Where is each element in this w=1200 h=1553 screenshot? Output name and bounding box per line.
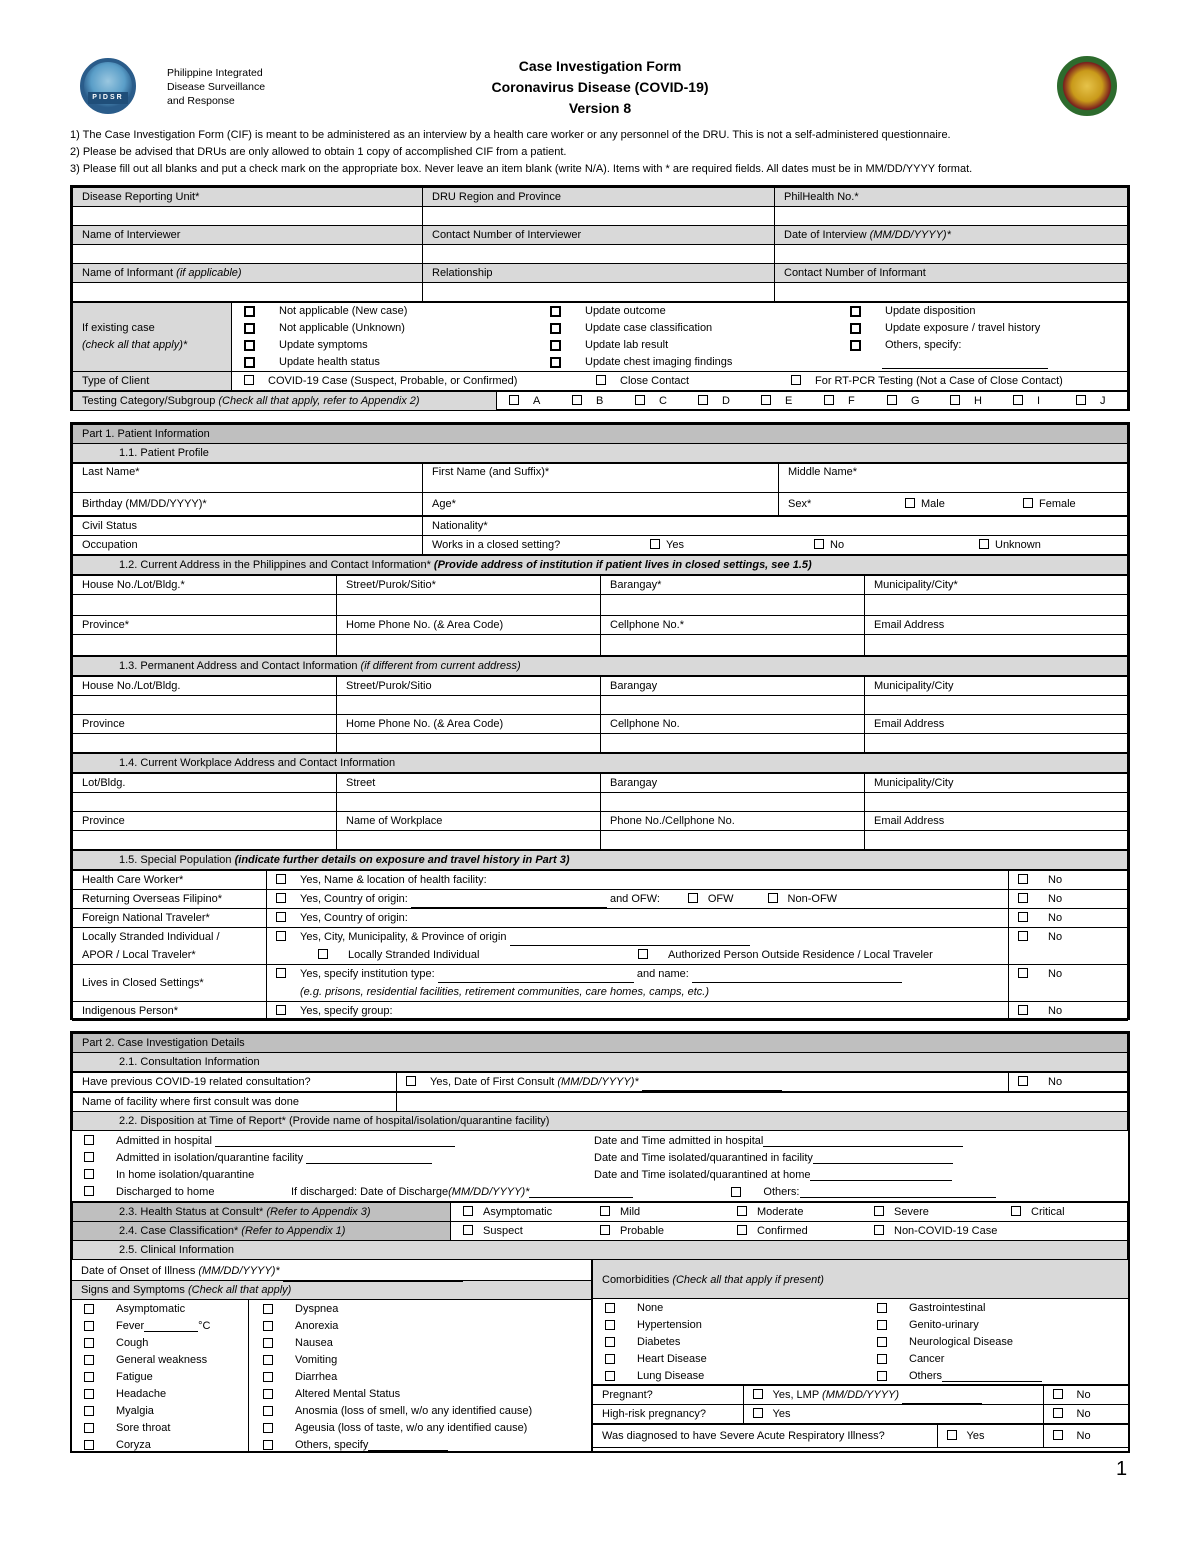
opt-update-imaging[interactable]: Update chest imaging findings xyxy=(550,354,850,371)
health-status-options xyxy=(451,1203,1128,1222)
perm-house-label: House No./Lot/Bldg. xyxy=(73,677,337,696)
sym-dyspnea[interactable]: Dyspnea xyxy=(263,1300,532,1317)
lsi-label: Locally Stranded Individual / APOR / Local Traveler* xyxy=(73,928,267,965)
perm-barangay-label: Barangay xyxy=(601,677,865,696)
lsi-yes[interactable]: Yes, City, Municipality, & Province of origin Locally Stranded Individual Authorized Person Outside Residence / Local Traveler xyxy=(267,928,1009,965)
form-title: Case Investigation Form Coronavirus Disease (COVID-19) Version 8 xyxy=(491,58,709,116)
cm-neuro[interactable]: Neurological Disease xyxy=(877,1333,1042,1350)
relationship-label: Relationship xyxy=(423,264,775,283)
closed-unknown[interactable]: Unknown xyxy=(979,537,1041,554)
part1-title: Part 1. Patient Information xyxy=(73,425,1128,444)
pregnant-yes[interactable]: Yes, LMP (MM/DD/YYYY) xyxy=(743,1386,1043,1405)
pregnant-label: Pregnant? xyxy=(593,1386,743,1405)
nationality-field[interactable]: Nationality* xyxy=(423,517,1128,536)
perm-street-label: Street/Purok/Sitio xyxy=(337,677,601,696)
dru-section xyxy=(70,185,1130,411)
current-address-heading: 1.2. Current Address in the Philippines and Contact Information* (Provide address of institution if patient lives in closed settings, see 1.5) xyxy=(73,556,1128,575)
interview-date-label: Date of Interview (MM/DD/YYYY)* xyxy=(775,226,1128,245)
cm-gi[interactable]: Gastrointestinal xyxy=(877,1299,1042,1316)
ip-label: Indigenous Person* xyxy=(73,1002,267,1021)
existing-case-options xyxy=(232,303,1128,372)
civil-status-field[interactable]: Civil Status xyxy=(73,517,423,536)
sym-cough[interactable]: Cough xyxy=(84,1334,248,1351)
cm-diabetes[interactable]: Diabetes xyxy=(605,1333,877,1350)
informant-contact-label: Contact Number of Informant xyxy=(775,264,1128,283)
work-email-field[interactable] xyxy=(865,831,1128,850)
perm-province-label: Province xyxy=(73,715,337,734)
sym-asymptomatic[interactable]: Asymptomatic xyxy=(84,1300,248,1317)
sym-vomiting[interactable]: Vomiting xyxy=(263,1351,532,1368)
province-field[interactable] xyxy=(73,635,337,656)
opt-unknown[interactable]: Not applicable (Unknown) xyxy=(244,320,550,337)
testing-i[interactable]: I xyxy=(1013,393,1076,410)
sym-altered-mental[interactable]: Altered Mental Status xyxy=(263,1385,532,1402)
testing-d[interactable]: D xyxy=(698,393,761,410)
form-header xyxy=(70,52,1132,124)
sex-female[interactable]: Female xyxy=(1023,496,1076,513)
sym-ageusia[interactable]: Ageusia (loss of taste, w/o any identified cause) xyxy=(263,1419,532,1436)
street-label: Street/Purok/Sitio* xyxy=(337,576,601,595)
cm-gu[interactable]: Genito-urinary xyxy=(877,1316,1042,1333)
page-number: 1 xyxy=(1116,1458,1128,1480)
home-phone-field[interactable] xyxy=(337,635,601,656)
sex-field: Sex* Male Female xyxy=(779,493,1128,516)
sym-weakness[interactable]: General weakness xyxy=(84,1351,248,1368)
cc-noncovid[interactable]: Non-COVID-19 Case xyxy=(874,1223,997,1240)
disposition-heading: 2.2. Disposition at Time of Report* (Provide name of hospital/isolation/quarantine facility) xyxy=(73,1112,1128,1131)
opt-update-lab[interactable]: Update lab result xyxy=(550,337,850,354)
sym-nausea[interactable]: Nausea xyxy=(263,1334,532,1351)
dt-hospital-label: Date and Time admitted in hospital xyxy=(594,1134,764,1147)
ip-no[interactable]: No xyxy=(1009,1002,1128,1021)
symptoms-list-a xyxy=(72,1300,249,1453)
sym-diarrhea[interactable]: Diarrhea xyxy=(263,1368,532,1385)
pregnant-no[interactable]: No xyxy=(1043,1386,1128,1405)
opt-update-disposition[interactable]: Update disposition xyxy=(850,303,1048,320)
work-province-field[interactable] xyxy=(73,831,337,850)
dt-facility-field[interactable] xyxy=(813,1151,953,1164)
workplace-name-field[interactable] xyxy=(337,831,601,850)
part1-section xyxy=(70,422,1130,1020)
prev-consult-label: Have previous COVID-19 related consultation? xyxy=(73,1073,397,1092)
doh-seal xyxy=(1057,56,1117,116)
hs-asymptomatic[interactable]: Asymptomatic xyxy=(463,1204,600,1221)
workplace-heading: 1.4. Current Workplace Address and Contact Information xyxy=(73,754,1128,773)
testing-category-label: Testing Category/Subgroup (Check all that apply, refer to Appendix 2) xyxy=(73,392,497,411)
pidsr-logo: PIDSR xyxy=(80,58,136,114)
lcs-no[interactable]: No xyxy=(1009,965,1128,1002)
dt-home-field[interactable] xyxy=(810,1168,952,1181)
testing-a[interactable]: A xyxy=(509,393,572,410)
street-field[interactable] xyxy=(337,595,601,616)
hrp-label: High-risk pregnancy? xyxy=(593,1405,743,1424)
facility-field[interactable] xyxy=(397,1093,1128,1112)
sym-coryza[interactable]: Coryza xyxy=(84,1436,248,1453)
comorb-heading: Comorbidities (Check all that apply if present) xyxy=(593,1260,1128,1299)
cellphone-field[interactable] xyxy=(601,635,865,656)
dt-facility-label: Date and Time isolated/quarantined in facility xyxy=(594,1151,813,1164)
hcw-no[interactable]: No xyxy=(1009,871,1128,890)
testing-b[interactable]: B xyxy=(572,393,635,410)
middle-name-field[interactable]: Middle Name* xyxy=(779,464,1128,493)
testing-g[interactable]: G xyxy=(887,393,950,410)
work-province-label: Province xyxy=(73,812,337,831)
client-covid-case[interactable]: COVID-19 Case (Suspect, Probable, or Confirmed) xyxy=(244,373,596,390)
cm-heart[interactable]: Heart Disease xyxy=(605,1350,877,1367)
comorb-options xyxy=(593,1299,1128,1385)
disposition-block: Admitted in hospital Date and Time admitted in hospital Admitted in isolation/quarantine facility Date and Time isolated/quarantined in facility In home isolation/quarantine Date and Time isolated/quarantined at home Discharged to home If discharged: Date of Discharge (MM/DD/YYYY)* Others: xyxy=(72,1131,1128,1202)
perm-barangay-field[interactable] xyxy=(601,696,865,715)
hrp-yes[interactable]: Yes xyxy=(743,1405,1043,1424)
apor-opt-checkbox[interactable] xyxy=(638,949,648,959)
testing-j[interactable]: J xyxy=(1076,393,1106,410)
opt-update-exposure[interactable]: Update exposure / travel history xyxy=(850,320,1048,337)
cm-lung[interactable]: Lung Disease xyxy=(605,1367,877,1384)
work-phone-field[interactable] xyxy=(601,831,865,850)
clinical-block xyxy=(72,1260,1128,1453)
last-name-field[interactable]: Last Name* xyxy=(73,464,423,493)
sex-male[interactable]: Male xyxy=(905,496,1023,513)
dt-home-label: Date and Time isolated/quarantined at home xyxy=(594,1168,811,1181)
house-label: House No./Lot/Bldg.* xyxy=(73,576,337,595)
sym-fever[interactable]: Fever °C xyxy=(84,1317,248,1334)
perm-municipality-field[interactable] xyxy=(865,696,1128,715)
workplace-name-label: Name of Workplace xyxy=(337,812,601,831)
perm-house-field[interactable] xyxy=(73,696,337,715)
municipality-label: Municipality/City* xyxy=(865,576,1128,595)
sym-fatigue[interactable]: Fatigue xyxy=(84,1368,248,1385)
instructions: 1) The Case Investigation Form (CIF) is meant to be administered as an interview by a health care worker or any personnel of the DRU. This is not a self-administered questionnaire. 2) Please be advised that DRUs are only allowed to obtain 1 copy of accomplished CIF from a patient. 3) Please fill out all blanks and put a check mark on the appropriate box. Never leave an item blank (write N/A). Items with * are required fields. All dates must be in MM/DD/YYYY format. xyxy=(70,129,973,175)
perm-cellphone-label: Cellphone No. xyxy=(601,715,865,734)
interviewer-contact-field[interactable] xyxy=(423,245,775,264)
work-municipality-label: Municipality/City xyxy=(865,774,1128,793)
municipality-field[interactable] xyxy=(865,595,1128,616)
special-population-heading: 1.5. Special Population (indicate further details on exposure and travel history in Part 3) xyxy=(73,851,1128,870)
disp-others[interactable] xyxy=(731,1187,741,1197)
onset-field[interactable]: Date of Onset of Illness (MM/DD/YYYY)* xyxy=(72,1260,591,1281)
disp-hospital[interactable]: Admitted in hospital xyxy=(84,1134,594,1147)
nonofw-checkbox[interactable] xyxy=(768,893,778,903)
lcs-yes[interactable]: Yes, specify institution type: and name: (e.g. prisons, residential facilities, retirement communities, care homes, camps, etc.) xyxy=(267,965,1009,1002)
prev-consult-yes[interactable]: Yes, Date of First Consult (MM/DD/YYYY)* xyxy=(397,1073,1009,1092)
barangay-label: Barangay* xyxy=(601,576,865,595)
client-type-label: Type of Client xyxy=(73,372,232,391)
opt-update-classification[interactable]: Update case classification xyxy=(550,320,850,337)
ip-yes[interactable]: Yes, specify group: xyxy=(267,1002,1009,1021)
part2-title: Part 2. Case Investigation Details xyxy=(73,1034,1128,1053)
dru-region-field[interactable] xyxy=(423,207,775,226)
rof-label: Returning Overseas Filipino* xyxy=(73,890,267,909)
closed-setting-field: Works in a closed setting? Yes No Unknown xyxy=(423,536,1128,555)
barangay-field[interactable] xyxy=(601,595,865,616)
clinical-heading: 2.5. Clinical Information xyxy=(73,1241,1128,1260)
lsi-opt-checkbox[interactable] xyxy=(318,949,328,959)
birthday-field[interactable]: Birthday (MM/DD/YYYY)* xyxy=(73,493,423,516)
work-street-label: Street xyxy=(337,774,601,793)
client-close-contact[interactable]: Close Contact xyxy=(596,373,791,390)
patient-profile-heading: 1.1. Patient Profile xyxy=(73,444,1128,463)
age-field[interactable]: Age* xyxy=(423,493,779,516)
dru-field[interactable] xyxy=(73,207,423,226)
perm-municipality-label: Municipality/City xyxy=(865,677,1128,696)
client-rtpcr[interactable]: For RT-PCR Testing (Not a Case of Close Contact) xyxy=(791,373,1063,390)
cc-probable[interactable]: Probable xyxy=(600,1223,737,1240)
dru-region-label: DRU Region and Province xyxy=(423,188,775,207)
interview-date-field[interactable] xyxy=(775,245,1128,264)
sari-yes[interactable]: Yes xyxy=(937,1425,1043,1448)
perm-email-field[interactable] xyxy=(865,734,1128,753)
work-barangay-label: Barangay xyxy=(601,774,865,793)
testing-category-options xyxy=(497,392,1128,411)
ofw-checkbox[interactable] xyxy=(688,893,698,903)
lcs-label: Lives in Closed Settings* xyxy=(73,965,267,1002)
cc-suspect[interactable]: Suspect xyxy=(463,1223,600,1240)
disp-isolation[interactable]: Admitted in isolation/quarantine facility xyxy=(84,1151,594,1164)
relationship-field[interactable] xyxy=(423,283,775,302)
discharge-date-field[interactable] xyxy=(529,1185,633,1198)
cm-hypertension[interactable]: Hypertension xyxy=(605,1316,877,1333)
work-lot-field[interactable] xyxy=(73,793,337,812)
interviewer-contact-label: Contact Number of Interviewer xyxy=(423,226,775,245)
sari-label: Was diagnosed to have Severe Acute Respiratory Illness? xyxy=(593,1425,937,1448)
case-class-options xyxy=(451,1222,1128,1241)
work-municipality-field[interactable] xyxy=(865,793,1128,812)
consultation-heading: 2.1. Consultation Information xyxy=(73,1053,1128,1072)
work-email-label: Email Address xyxy=(865,812,1128,831)
hs-severe[interactable]: Severe xyxy=(874,1204,1011,1221)
interviewer-field[interactable] xyxy=(73,245,423,264)
sari-no[interactable]: No xyxy=(1043,1425,1128,1448)
hs-moderate[interactable]: Moderate xyxy=(737,1204,874,1221)
sym-headache[interactable]: Headache xyxy=(84,1385,248,1402)
sym-myalgia[interactable]: Myalgia xyxy=(84,1402,248,1419)
occupation-field[interactable]: Occupation xyxy=(73,536,423,555)
case-class-label: 2.4. Case Classification* (Refer to Appendix 1) xyxy=(73,1222,451,1241)
email-field[interactable] xyxy=(865,635,1128,656)
prev-consult-no[interactable]: No xyxy=(1009,1073,1128,1092)
perm-cellphone-field[interactable] xyxy=(601,734,865,753)
signs-heading: Signs and Symptoms (Check all that apply) xyxy=(72,1281,591,1300)
house-field[interactable] xyxy=(73,595,337,616)
testing-h[interactable]: H xyxy=(950,393,1013,410)
symptoms-column xyxy=(72,1260,593,1453)
facility-label: Name of facility where first consult was done xyxy=(73,1093,397,1112)
hs-mild[interactable]: Mild xyxy=(600,1204,737,1221)
comorbidity-column xyxy=(593,1260,1128,1453)
disp-others-field[interactable] xyxy=(800,1185,996,1198)
rof-no[interactable]: No xyxy=(1009,890,1128,909)
permanent-address-heading: 1.3. Permanent Address and Contact Information (if different from current address) xyxy=(73,657,1128,676)
cm-none[interactable]: None xyxy=(605,1299,877,1316)
cm-others[interactable]: Others xyxy=(877,1367,1042,1384)
health-status-label: 2.3. Health Status at Consult* (Refer to Appendix 3) xyxy=(73,1203,451,1222)
opt-update-symptoms[interactable]: Update symptoms xyxy=(244,337,550,354)
disp-home[interactable]: In home isolation/quarantine xyxy=(84,1169,594,1181)
testing-e[interactable]: E xyxy=(761,393,824,410)
informant-field[interactable] xyxy=(73,283,423,302)
perm-home-phone-field[interactable] xyxy=(337,734,601,753)
cellphone-label: Cellphone No.* xyxy=(601,616,865,635)
hcw-yes[interactable]: Yes, Name & location of health facility: xyxy=(267,871,1009,890)
perm-province-field[interactable] xyxy=(73,734,337,753)
closed-no[interactable]: No xyxy=(814,537,979,554)
province-label: Province* xyxy=(73,616,337,635)
disp-discharged[interactable]: Discharged to home xyxy=(84,1186,291,1198)
fnt-label: Foreign National Traveler* xyxy=(73,909,267,928)
work-barangay-field[interactable] xyxy=(601,793,865,812)
opt-update-outcome[interactable]: Update outcome xyxy=(550,303,850,320)
hcw-label: Health Care Worker* xyxy=(73,871,267,890)
work-phone-label: Phone No./Cellphone No. xyxy=(601,812,865,831)
dt-hospital-field[interactable] xyxy=(763,1134,963,1147)
others-specify-line[interactable] xyxy=(882,356,1048,369)
closed-yes[interactable]: Yes xyxy=(650,537,814,554)
opt-update-health[interactable]: Update health status xyxy=(244,354,550,371)
sym-anorexia[interactable]: Anorexia xyxy=(263,1317,532,1334)
dru-label: Disease Reporting Unit* xyxy=(73,188,423,207)
fnt-no[interactable]: No xyxy=(1009,909,1128,928)
hs-critical[interactable]: Critical xyxy=(1011,1204,1065,1221)
rof-yes[interactable]: Yes, Country of origin: and OFW: OFW Non-OFW xyxy=(267,890,1009,909)
informant-label: Name of Informant (if applicable) xyxy=(73,264,423,283)
sym-sore-throat[interactable]: Sore throat xyxy=(84,1419,248,1436)
first-name-field[interactable]: First Name (and Suffix)* xyxy=(423,464,779,493)
home-phone-label: Home Phone No. (& Area Code) xyxy=(337,616,601,635)
sym-others[interactable]: Others, specify xyxy=(263,1436,532,1453)
perm-email-label: Email Address xyxy=(865,715,1128,734)
interviewer-label: Name of Interviewer xyxy=(73,226,423,245)
perm-home-phone-label: Home Phone No. (& Area Code) xyxy=(337,715,601,734)
cc-confirmed[interactable]: Confirmed xyxy=(737,1223,874,1240)
sym-anosmia[interactable]: Anosmia (loss of smell, w/o any identified cause) xyxy=(263,1402,532,1419)
existing-case-label: If existing case (check all that apply)* xyxy=(73,303,232,372)
work-lot-label: Lot/Bldg. xyxy=(73,774,337,793)
testing-f[interactable]: F xyxy=(824,393,887,410)
fnt-yes[interactable]: Yes, Country of origin: xyxy=(267,909,1009,928)
work-street-field[interactable] xyxy=(337,793,601,812)
opt-new-case[interactable]: Not applicable (New case) xyxy=(244,303,550,320)
lsi-no[interactable]: No xyxy=(1009,928,1128,965)
email-label: Email Address xyxy=(865,616,1128,635)
org-name: Philippine Integrated Disease Surveillance and Response xyxy=(167,67,266,107)
part2-section xyxy=(70,1031,1130,1453)
philhealth-label: PhilHealth No.* xyxy=(775,188,1128,207)
opt-others[interactable]: Others, specify: xyxy=(850,337,1048,354)
perm-street-field[interactable] xyxy=(337,696,601,715)
hrp-no[interactable]: No xyxy=(1043,1405,1128,1424)
symptoms-list-b xyxy=(249,1300,532,1453)
client-type-options xyxy=(232,372,1128,391)
informant-contact-field[interactable] xyxy=(775,283,1128,302)
philhealth-field[interactable] xyxy=(775,207,1128,226)
testing-c[interactable]: C xyxy=(635,393,698,410)
cm-cancer[interactable]: Cancer xyxy=(877,1350,1042,1367)
